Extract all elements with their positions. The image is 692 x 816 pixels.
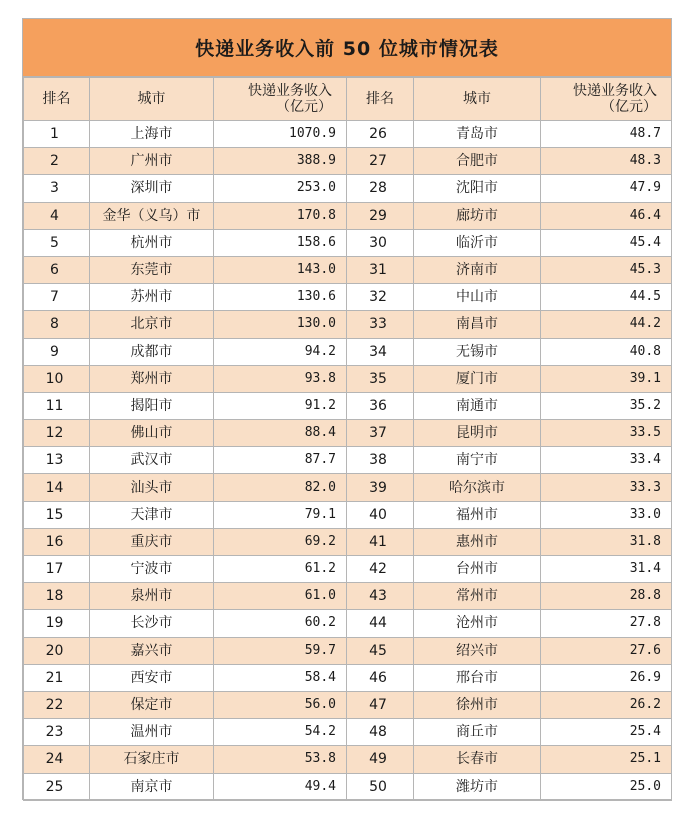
city-cell-right: 厦门市 [414, 365, 541, 392]
city-cell-right: 邢台市 [414, 664, 541, 691]
city-cell-right: 合肥市 [414, 148, 541, 175]
table-row [24, 637, 672, 664]
revenue-cell-right: 45.3 [541, 256, 672, 283]
rank-cell-right: 46 [347, 664, 414, 691]
revenue-cell-right: 33.3 [541, 474, 672, 501]
revenue-cell-right: 31.8 [541, 528, 672, 555]
table-row [24, 121, 672, 148]
table-row [24, 474, 672, 501]
rank-cell-right: 31 [347, 256, 414, 283]
table-title: 快递业务收入前 50 位城市情况表 [23, 19, 671, 77]
rank-cell-left: 18 [24, 583, 90, 610]
city-cell-right: 南宁市 [414, 447, 541, 474]
revenue-cell-right: 33.4 [541, 447, 672, 474]
revenue-cell-right: 25.4 [541, 719, 672, 746]
table-row [24, 338, 672, 365]
revenue-cell-left: 94.2 [214, 338, 347, 365]
rank-cell-right: 50 [347, 773, 414, 800]
city-cell-left: 杭州市 [90, 229, 214, 256]
table-row [24, 610, 672, 637]
rank-cell-right: 40 [347, 501, 414, 528]
rank-cell-right: 32 [347, 284, 414, 311]
ranking-table [23, 77, 672, 801]
city-cell-right: 济南市 [414, 256, 541, 283]
revenue-cell-left: 93.8 [214, 365, 347, 392]
rank-cell-left: 22 [24, 691, 90, 718]
rank-cell-right: 26 [347, 121, 414, 148]
revenue-cell-right: 26.2 [541, 691, 672, 718]
revenue-cell-right: 39.1 [541, 365, 672, 392]
rank-cell-left: 21 [24, 664, 90, 691]
revenue-cell-left: 82.0 [214, 474, 347, 501]
city-cell-right: 长春市 [414, 746, 541, 773]
rank-cell-left: 3 [24, 175, 90, 202]
rank-cell-right: 28 [347, 175, 414, 202]
city-cell-left: 深圳市 [90, 175, 214, 202]
rank-cell-right: 33 [347, 311, 414, 338]
table-row [24, 691, 672, 718]
rank-cell-right: 49 [347, 746, 414, 773]
rank-cell-left: 14 [24, 474, 90, 501]
revenue-cell-left: 91.2 [214, 392, 347, 419]
revenue-cell-right: 48.7 [541, 121, 672, 148]
rank-cell-left: 12 [24, 420, 90, 447]
table-row [24, 284, 672, 311]
rank-cell-right: 47 [347, 691, 414, 718]
rank-cell-right: 45 [347, 637, 414, 664]
express-revenue-table [22, 18, 672, 800]
city-cell-right: 惠州市 [414, 528, 541, 555]
city-cell-right: 昆明市 [414, 420, 541, 447]
rank-cell-left: 7 [24, 284, 90, 311]
rank-cell-right: 36 [347, 392, 414, 419]
city-cell-right: 徐州市 [414, 691, 541, 718]
rank-cell-left: 5 [24, 229, 90, 256]
table-row [24, 311, 672, 338]
header-rank-left: 排名 [24, 78, 90, 121]
table-row [24, 746, 672, 773]
rank-cell-left: 11 [24, 392, 90, 419]
city-cell-left: 北京市 [90, 311, 214, 338]
rank-cell-left: 25 [24, 773, 90, 800]
table-row [24, 528, 672, 555]
rank-cell-left: 23 [24, 719, 90, 746]
city-cell-left: 汕头市 [90, 474, 214, 501]
header-revenue-unit: （亿元） [601, 99, 657, 115]
rank-cell-left: 8 [24, 311, 90, 338]
city-cell-right: 无锡市 [414, 338, 541, 365]
rank-cell-left: 1 [24, 121, 90, 148]
city-cell-left: 上海市 [90, 121, 214, 148]
header-revenue-right [541, 78, 672, 121]
city-cell-right: 福州市 [414, 501, 541, 528]
rank-cell-right: 27 [347, 148, 414, 175]
rank-cell-right: 42 [347, 556, 414, 583]
city-cell-right: 沈阳市 [414, 175, 541, 202]
revenue-cell-right: 26.9 [541, 664, 672, 691]
rank-cell-right: 39 [347, 474, 414, 501]
revenue-cell-left: 59.7 [214, 637, 347, 664]
rank-cell-right: 48 [347, 719, 414, 746]
revenue-cell-left: 61.0 [214, 583, 347, 610]
rank-cell-left: 19 [24, 610, 90, 637]
table-row [24, 392, 672, 419]
city-cell-left: 苏州市 [90, 284, 214, 311]
city-cell-left: 佛山市 [90, 420, 214, 447]
city-cell-left: 东莞市 [90, 256, 214, 283]
city-cell-right: 商丘市 [414, 719, 541, 746]
city-cell-right: 中山市 [414, 284, 541, 311]
rank-cell-right: 37 [347, 420, 414, 447]
revenue-cell-right: 25.0 [541, 773, 672, 800]
revenue-cell-left: 143.0 [214, 256, 347, 283]
revenue-cell-right: 44.2 [541, 311, 672, 338]
revenue-cell-right: 40.8 [541, 338, 672, 365]
revenue-cell-left: 79.1 [214, 501, 347, 528]
revenue-cell-left: 54.2 [214, 719, 347, 746]
city-cell-left: 长沙市 [90, 610, 214, 637]
revenue-cell-right: 28.8 [541, 583, 672, 610]
rank-cell-right: 34 [347, 338, 414, 365]
table-row [24, 420, 672, 447]
city-cell-left: 郑州市 [90, 365, 214, 392]
city-cell-right: 常州市 [414, 583, 541, 610]
rank-cell-left: 9 [24, 338, 90, 365]
revenue-cell-right: 31.4 [541, 556, 672, 583]
rank-cell-left: 20 [24, 637, 90, 664]
revenue-cell-left: 158.6 [214, 229, 347, 256]
city-cell-right: 绍兴市 [414, 637, 541, 664]
revenue-cell-right: 44.5 [541, 284, 672, 311]
header-row [24, 78, 672, 121]
rank-cell-left: 2 [24, 148, 90, 175]
table-row [24, 365, 672, 392]
revenue-cell-right: 33.5 [541, 420, 672, 447]
city-cell-left: 泉州市 [90, 583, 214, 610]
city-cell-left: 西安市 [90, 664, 214, 691]
header-revenue-label: 快递业务收入 [573, 83, 657, 99]
revenue-cell-left: 53.8 [214, 746, 347, 773]
city-cell-left: 宁波市 [90, 556, 214, 583]
table-row [24, 719, 672, 746]
table-body [24, 121, 672, 801]
table-row [24, 229, 672, 256]
city-cell-left: 成都市 [90, 338, 214, 365]
table-header [24, 78, 672, 121]
rank-cell-left: 13 [24, 447, 90, 474]
table-row [24, 175, 672, 202]
city-cell-left: 南京市 [90, 773, 214, 800]
header-rank-right: 排名 [347, 78, 414, 121]
revenue-cell-left: 1070.9 [214, 121, 347, 148]
revenue-cell-left: 253.0 [214, 175, 347, 202]
city-cell-left: 天津市 [90, 501, 214, 528]
city-cell-right: 廊坊市 [414, 202, 541, 229]
revenue-cell-right: 25.1 [541, 746, 672, 773]
header-revenue-left [214, 78, 347, 121]
city-cell-right: 沧州市 [414, 610, 541, 637]
revenue-cell-left: 388.9 [214, 148, 347, 175]
city-cell-left: 保定市 [90, 691, 214, 718]
city-cell-left: 广州市 [90, 148, 214, 175]
table-row [24, 556, 672, 583]
city-cell-left: 揭阳市 [90, 392, 214, 419]
revenue-cell-left: 56.0 [214, 691, 347, 718]
rank-cell-right: 41 [347, 528, 414, 555]
city-cell-right: 南昌市 [414, 311, 541, 338]
table-row [24, 664, 672, 691]
rank-cell-left: 10 [24, 365, 90, 392]
rank-cell-right: 43 [347, 583, 414, 610]
rank-cell-right: 35 [347, 365, 414, 392]
rank-cell-right: 44 [347, 610, 414, 637]
city-cell-right: 临沂市 [414, 229, 541, 256]
rank-cell-right: 30 [347, 229, 414, 256]
revenue-cell-right: 27.8 [541, 610, 672, 637]
revenue-cell-left: 49.4 [214, 773, 347, 800]
city-cell-right: 台州市 [414, 556, 541, 583]
city-cell-left: 石家庄市 [90, 746, 214, 773]
city-cell-left: 武汉市 [90, 447, 214, 474]
table-row [24, 501, 672, 528]
rank-cell-left: 16 [24, 528, 90, 555]
rank-cell-right: 38 [347, 447, 414, 474]
header-revenue-unit: （亿元） [276, 99, 332, 115]
revenue-cell-left: 170.8 [214, 202, 347, 229]
city-cell-left: 金华（义乌）市 [90, 202, 214, 229]
city-cell-left: 温州市 [90, 719, 214, 746]
rank-cell-left: 17 [24, 556, 90, 583]
revenue-cell-right: 46.4 [541, 202, 672, 229]
revenue-cell-left: 61.2 [214, 556, 347, 583]
revenue-cell-right: 48.3 [541, 148, 672, 175]
table-row [24, 583, 672, 610]
revenue-cell-left: 88.4 [214, 420, 347, 447]
city-cell-right: 潍坊市 [414, 773, 541, 800]
city-cell-left: 嘉兴市 [90, 637, 214, 664]
header-city-left: 城市 [90, 78, 214, 121]
table-row [24, 773, 672, 800]
revenue-cell-left: 69.2 [214, 528, 347, 555]
revenue-cell-left: 130.0 [214, 311, 347, 338]
rank-cell-left: 24 [24, 746, 90, 773]
city-cell-right: 青岛市 [414, 121, 541, 148]
revenue-cell-left: 60.2 [214, 610, 347, 637]
table-row [24, 256, 672, 283]
city-cell-right: 哈尔滨市 [414, 474, 541, 501]
table-row [24, 202, 672, 229]
table-row [24, 447, 672, 474]
table-row [24, 148, 672, 175]
revenue-cell-left: 58.4 [214, 664, 347, 691]
city-cell-left: 重庆市 [90, 528, 214, 555]
rank-cell-left: 6 [24, 256, 90, 283]
rank-cell-left: 15 [24, 501, 90, 528]
header-revenue-label: 快递业务收入 [248, 83, 332, 99]
revenue-cell-right: 45.4 [541, 229, 672, 256]
revenue-cell-right: 35.2 [541, 392, 672, 419]
city-cell-right: 南通市 [414, 392, 541, 419]
rank-cell-left: 4 [24, 202, 90, 229]
rank-cell-right: 29 [347, 202, 414, 229]
revenue-cell-left: 130.6 [214, 284, 347, 311]
revenue-cell-right: 33.0 [541, 501, 672, 528]
header-city-right: 城市 [414, 78, 541, 121]
revenue-cell-right: 27.6 [541, 637, 672, 664]
revenue-cell-right: 47.9 [541, 175, 672, 202]
revenue-cell-left: 87.7 [214, 447, 347, 474]
